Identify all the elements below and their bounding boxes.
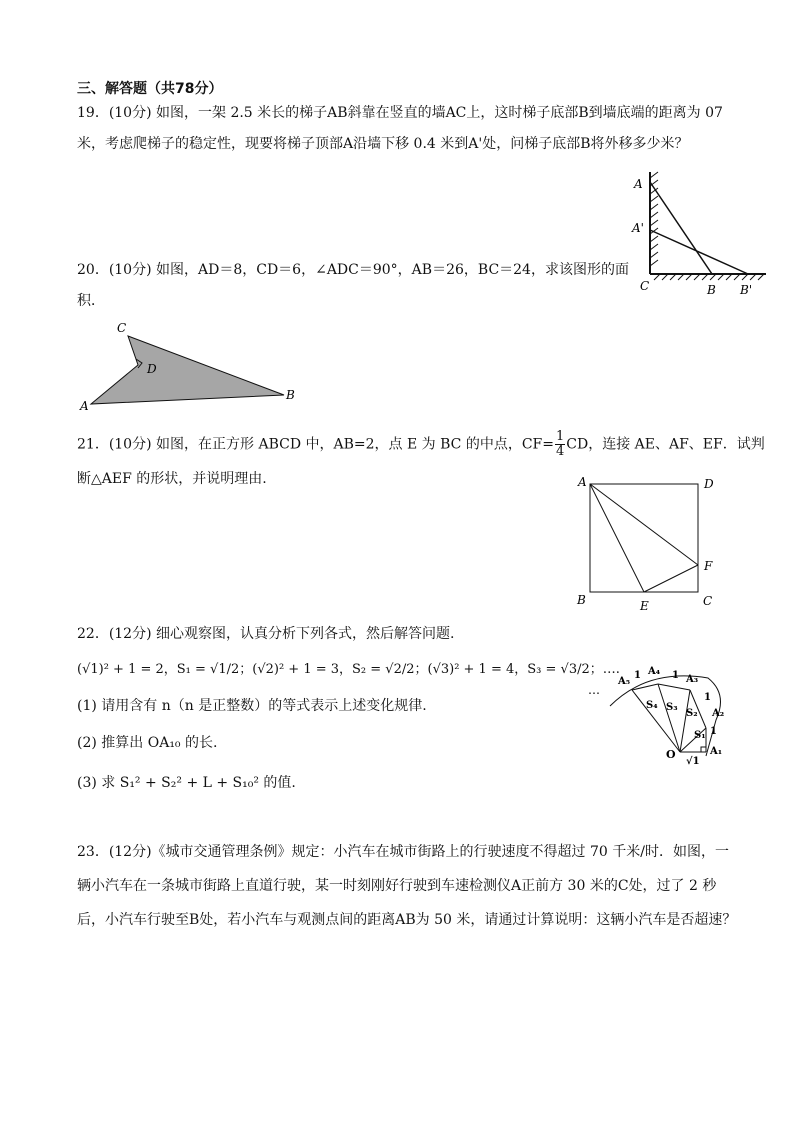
segment-oa4	[658, 684, 680, 752]
q22-formula: (√1)² + 1 = 2，S₁ = √1/2；(√2)² + 1 = 3，S₂ = √2/2；(√3)² + 1 = 4，S₃ = √3/2；….	[77, 662, 620, 677]
spiral-figure	[588, 660, 758, 772]
q23-text-line3: 后，小汽车行驶至B处，若小汽车与观测点间的距离AB为 50 米，请通过计算说明：这辆小汽车是否超速？	[77, 912, 737, 928]
label-c: C	[117, 321, 127, 335]
square-figure	[570, 472, 720, 612]
segment-oa3	[680, 690, 690, 752]
label-s3: S₃	[666, 702, 678, 713]
fraction	[555, 430, 565, 459]
segment-ae	[590, 484, 644, 592]
label-f: F	[704, 559, 713, 573]
label-a: A	[634, 177, 643, 191]
label-a5: A₅	[618, 676, 631, 687]
q20-text-line2: 积．	[77, 293, 105, 309]
label-one-a2a1: 1	[710, 726, 717, 737]
label-a-prime: A'	[632, 221, 644, 235]
spiral-arc	[610, 676, 721, 756]
q21-text-a: 21．(10分) 如图，在正方形 ABCD 中，AB=2，点 E 为 BC 的中点，CF=	[77, 436, 554, 453]
label-c: C	[703, 594, 713, 608]
section-title: 三、解答题（共78分）	[77, 81, 223, 97]
q23-text-line2: 辆小汽车在一条城市街路上直道行驶，某一时刻刚好行驶到车速检测仪A正前方 30 米的C处，过了 2 秒	[77, 878, 717, 894]
q19-text-line1: 19．(10分) 如图，一架 2.5 米长的梯子AB斜靠在竖直的墙AC上，这时梯子底部B到墙底端的距离为 07	[77, 105, 723, 121]
q19-text-line2: 米，考虑爬梯子的稳定性，现要将梯子顶部A沿墙下移 0.4 米到A'处，问梯子底部B将外移多少米？	[77, 136, 689, 152]
q21-text-line2: 断△AEF 的形状，并说明理由.	[77, 471, 267, 487]
label-a3: A₃	[686, 674, 699, 685]
label-o: O	[666, 748, 676, 761]
label-one-a3a2: 1	[704, 692, 711, 703]
label-s1: S₁	[694, 730, 706, 741]
right-angle-mark	[701, 747, 706, 752]
q21-text-line1	[77, 430, 765, 459]
q23-text-line1: 23．(12分)《城市交通管理条例》规定：小汽车在城市街路上的行驶速度不得超过 70 千米/时．如图，一	[77, 844, 729, 860]
label-b-prime: B'	[740, 283, 753, 297]
q20-text-line1: 20．(10分) 如图，AD＝8，CD＝6，∠ADC＝90°，AB＝26，BC＝24，求该图形的面	[77, 262, 629, 278]
ellipsis: …	[588, 683, 600, 697]
label-a1: A₁	[710, 746, 723, 757]
label-a: A	[578, 475, 587, 489]
fraction-den: 4	[555, 444, 565, 459]
label-s4: S₄	[646, 700, 658, 711]
ground-hatch	[650, 274, 766, 280]
shaded-region	[91, 336, 284, 404]
label-c: C	[640, 279, 650, 293]
label-s2: S₂	[686, 708, 698, 719]
q22-text-line1: 22．(12分) 细心观察图，认真分析下列各式，然后解答问题.	[77, 626, 455, 642]
fraction-num: 1	[555, 429, 565, 444]
label-b: B	[707, 283, 716, 297]
label-a: A	[80, 399, 89, 413]
q22-part2: (2) 推算出 OA₁₀ 的长.	[77, 735, 218, 751]
label-e: E	[640, 599, 649, 612]
label-a2: A₂	[712, 708, 725, 719]
label-one-a4a3: 1	[672, 670, 679, 681]
ladder-ab	[650, 182, 712, 274]
q22-part3: (3) 求 S₁² + S₂² + L + S₁₀² 的值.	[77, 775, 296, 791]
segment-ef	[644, 565, 698, 592]
label-b: B	[577, 593, 586, 607]
label-a4: A₄	[648, 666, 661, 677]
label-sqrt1: √1	[686, 756, 700, 767]
q22-part1: (1) 请用含有 n（n 是正整数）的等式表示上述变化规律.	[77, 698, 427, 714]
q21-text-b: CD，连接 AE、AF、EF．试判	[566, 436, 765, 453]
label-one-a5a4: 1	[634, 670, 641, 681]
segment-af	[590, 484, 698, 565]
square-abcd	[590, 484, 698, 592]
label-d: D	[147, 362, 157, 376]
ladder-a2b2	[650, 230, 748, 274]
ladder-figure	[630, 168, 770, 300]
label-d: D	[704, 477, 714, 491]
quadrilateral-figure	[75, 318, 305, 414]
label-b: B	[286, 388, 295, 402]
